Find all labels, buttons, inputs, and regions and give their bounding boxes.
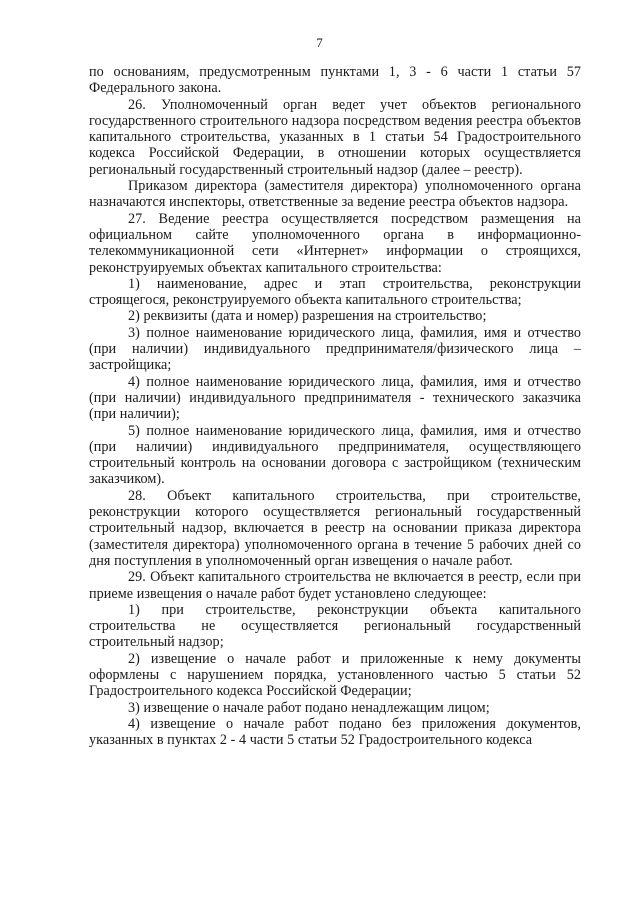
paragraph-29-item-4: 4) извещение о начале работ подано без приложения документов, указанных в пунктах 2 - 4 части 5 статьи 52 Градостроительного кодекса: [89, 715, 581, 749]
document-body: [89, 64, 581, 748]
paragraph-27-item-2: 2) реквизиты (дата и номер) разрешения на строительство;: [128, 308, 487, 325]
paragraph-29-item-2: 2) извещение о начале работ и приложенные к нему документы оформлены с нарушением порядка, установленного частью 5 статьи 52 Градостроительного кодекса Российской Федерации;: [89, 650, 581, 700]
paragraph-continuation: по основаниям, предусмотренным пунктами 1, 3 - 6 части 1 статьи 57 Федерального закона.: [89, 64, 581, 97]
paragraph-28: 28. Объект капитального строительства, при строительстве, реконструкции которого осуществляется региональный государственный строительный надзор, включается в реестр на основании приказа директора (заместителя директора) уполномоченного органа в течение 5 рабочих дней со дня поступления в уполномоченный орган извещения о начале работ.: [89, 487, 581, 569]
paragraph-27-item-1: 1) наименование, адрес и этап строительства, реконструкции строящегося, реконструируемого объекта капитального строительства;: [89, 275, 581, 309]
paragraph-29-item-3: 3) извещение о начале работ подано ненадлежащим лицом;: [128, 699, 490, 716]
paragraph-29: 29. Объект капитального строительства не включается в реестр, если при приеме извещения о начале работ будет установлено следующее:: [89, 569, 581, 602]
paragraph-27: 27. Ведение реестра осуществляется посредством размещения на официальном сайте уполномоченного органа в информационно-телекоммуникационной сети «Интернет» информации о строящихся, реконструируемых объектах капитального строительства:: [89, 210, 581, 276]
paragraph-27-item-5: 5) полное наименование юридического лица, фамилия, имя и отчество (при наличии) индивидуального предпринимателя, осуществляющего строительный контроль на основании договора с застройщиком (техническим заказчиком).: [89, 422, 581, 488]
paragraph-26-order: Приказом директора (заместителя директора) уполномоченного органа назначаются инспекторы, ответственные за ведение реестра объектов надзора.: [89, 178, 581, 211]
paragraph-27-item-3: 3) полное наименование юридического лица, фамилия, имя и отчество (при наличии) индивидуального предпринимателя/физического лица – застройщика;: [89, 324, 581, 374]
paragraph-27-item-4: 4) полное наименование юридического лица, фамилия, имя и отчество (при наличии) индивидуального предпринимателя - технического заказчика (при наличии);: [89, 373, 581, 423]
page-number: 7: [316, 35, 323, 50]
paragraph-26: 26. Уполномоченный орган ведет учет объектов регионального государственного строительного надзора посредством ведения реестра объектов капитального строительства, указанных в 1 статьи 54 Градостроительного кодекса Российской Федерации, в отношении которых осуществляется региональный государственный строительный надзор (далее – реестр).: [89, 96, 581, 178]
paragraph-29-item-1: 1) при строительстве, реконструкции объекта капитального строительства не осуществляется региональный государственный строительный надзор;: [89, 601, 581, 651]
